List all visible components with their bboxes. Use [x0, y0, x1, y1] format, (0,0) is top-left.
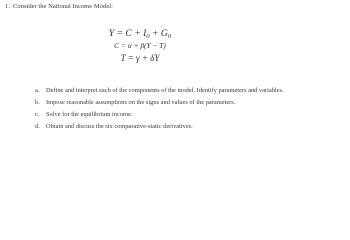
part-letter: c. [35, 111, 40, 118]
part-text: Obtain and discuss the six comparative-static derivatives. [46, 123, 193, 130]
equation-income [105, 28, 175, 41]
eq-subscript: 0 [167, 33, 172, 40]
eq-symbol: G [160, 28, 168, 39]
part-letter: d. [35, 123, 40, 130]
eq-operator: + [149, 28, 161, 39]
eq-subscript: 0 [146, 33, 150, 40]
eq-operator: + [131, 28, 144, 39]
question-number: 1. [5, 3, 10, 10]
part-letter: b. [35, 99, 40, 106]
eq-operator: = [114, 28, 126, 39]
part-letter: a. [35, 87, 40, 94]
question-part-c [35, 111, 132, 119]
question-prompt: Consider the National Income Model: [12, 3, 113, 10]
question-heading [5, 3, 113, 11]
eq-symbol: Y [108, 28, 115, 39]
question-part-a [35, 87, 284, 95]
part-text: Solve for the equilibrium income. [46, 111, 133, 118]
eq-symbol: C [125, 28, 132, 39]
eq-symbol: I [143, 28, 147, 39]
part-text: Define and interpret each of the components of the model. Identify parameters and variables. [46, 87, 284, 94]
part-text: Impose reasonable assumptions on the signs and values of the parameters. [46, 99, 236, 106]
question-part-b [35, 99, 235, 107]
question-part-d [35, 123, 193, 131]
equation-taxes: T = γ + δY [120, 53, 160, 63]
equation-block [105, 28, 175, 65]
equation-consumption: C = α + β(Y − T) [114, 41, 166, 50]
